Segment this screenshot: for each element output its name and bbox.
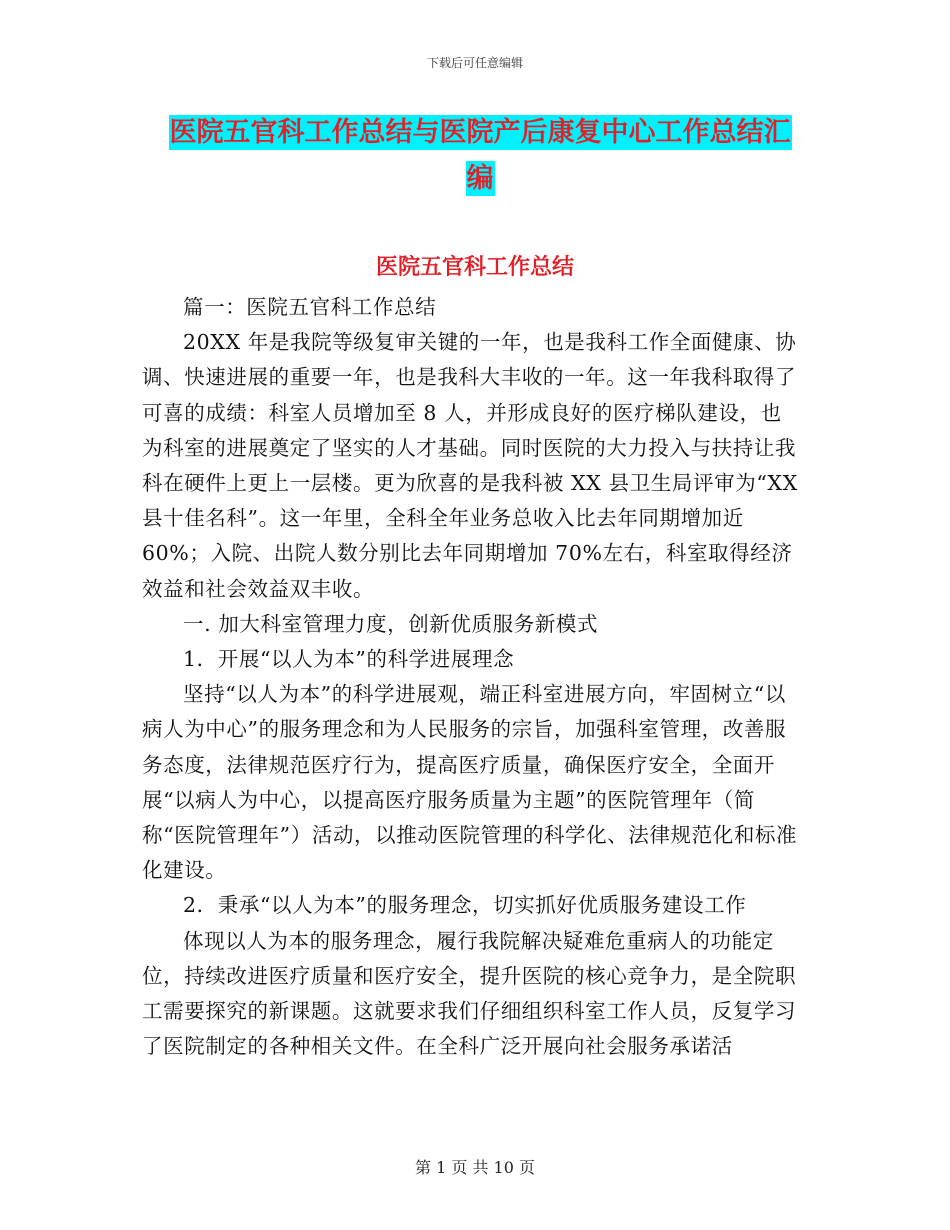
section-title: 医院五官科工作总结 [375, 255, 574, 280]
title-line-1: 医院五官科工作总结与医院产后康复中心工作总结汇 [169, 117, 791, 148]
paragraph-subtitle: 篇一：医院五官科工作总结 [183, 295, 437, 319]
title-line-2: 编 [466, 163, 494, 194]
paragraph-item-1: 坚持“以人为本”的科学进展观，端正科室进展方向，牢固树立“以病人为中心”的服务理念和为人民服务的宗旨，加强科室管理，改善服务态度，法律规范医疗行为，提高医疗质量，确保医疗安全，全面开展“以病人为中心，以提高医疗服务质量为主题”的医院管理年（简称“医院管理年”）活动，以推动医院管理的科学化、法律规范化和标准化建设。 [142, 682, 798, 883]
document-title [140, 110, 820, 202]
body-text [142, 290, 802, 1064]
heading-item-2: 2．秉承“以人为本”的服务理念，切实抓好优质服务建设工作 [183, 893, 747, 918]
paragraph-item-2: 体现以人为本的服务理念，履行我院解决疑难危重病人的功能定位，持续改进医疗质量和医疗安全，提升医院的核心竞争力，是全院职工需要探究的新课题。这就要求我们仔细组织科室工作人员，反复学习了医院制定的各种相关文件。在全科广泛开展向社会服务承诺活 [142, 928, 797, 1059]
paragraph-intro: 20XX 年是我院等级复审关键的一年，也是我科工作全面健康、协调、快速进展的重要一年，也是我科大丰收的一年。这一年我科取得了可喜的成绩：科室人员增加至 8 人，并形成良好的医疗梯队建设，也为科室的进展奠定了坚实的人才基础。同时医院的大力投入与扶持让我科在硬件上更上一层楼。更为欣喜的是我科被 XX 县卫生局评审为“XX 县十佳名科”。这一年里，全科全年业务总收入比去年同期增加近 60%；入院、出院人数分别比去年同期增加 70%左右，科室取得经济效益和社会效益双丰收。 [142, 330, 798, 601]
header-note: 下载后可任意编辑 [426, 56, 523, 70]
heading-section-1: 一. 加大科室管理力度，创新优质服务新模式 [183, 611, 599, 636]
heading-item-1: 1．开展“以人为本”的科学进展理念 [183, 647, 515, 672]
page-footer: 第 1 页 共 10 页 [415, 1158, 535, 1177]
